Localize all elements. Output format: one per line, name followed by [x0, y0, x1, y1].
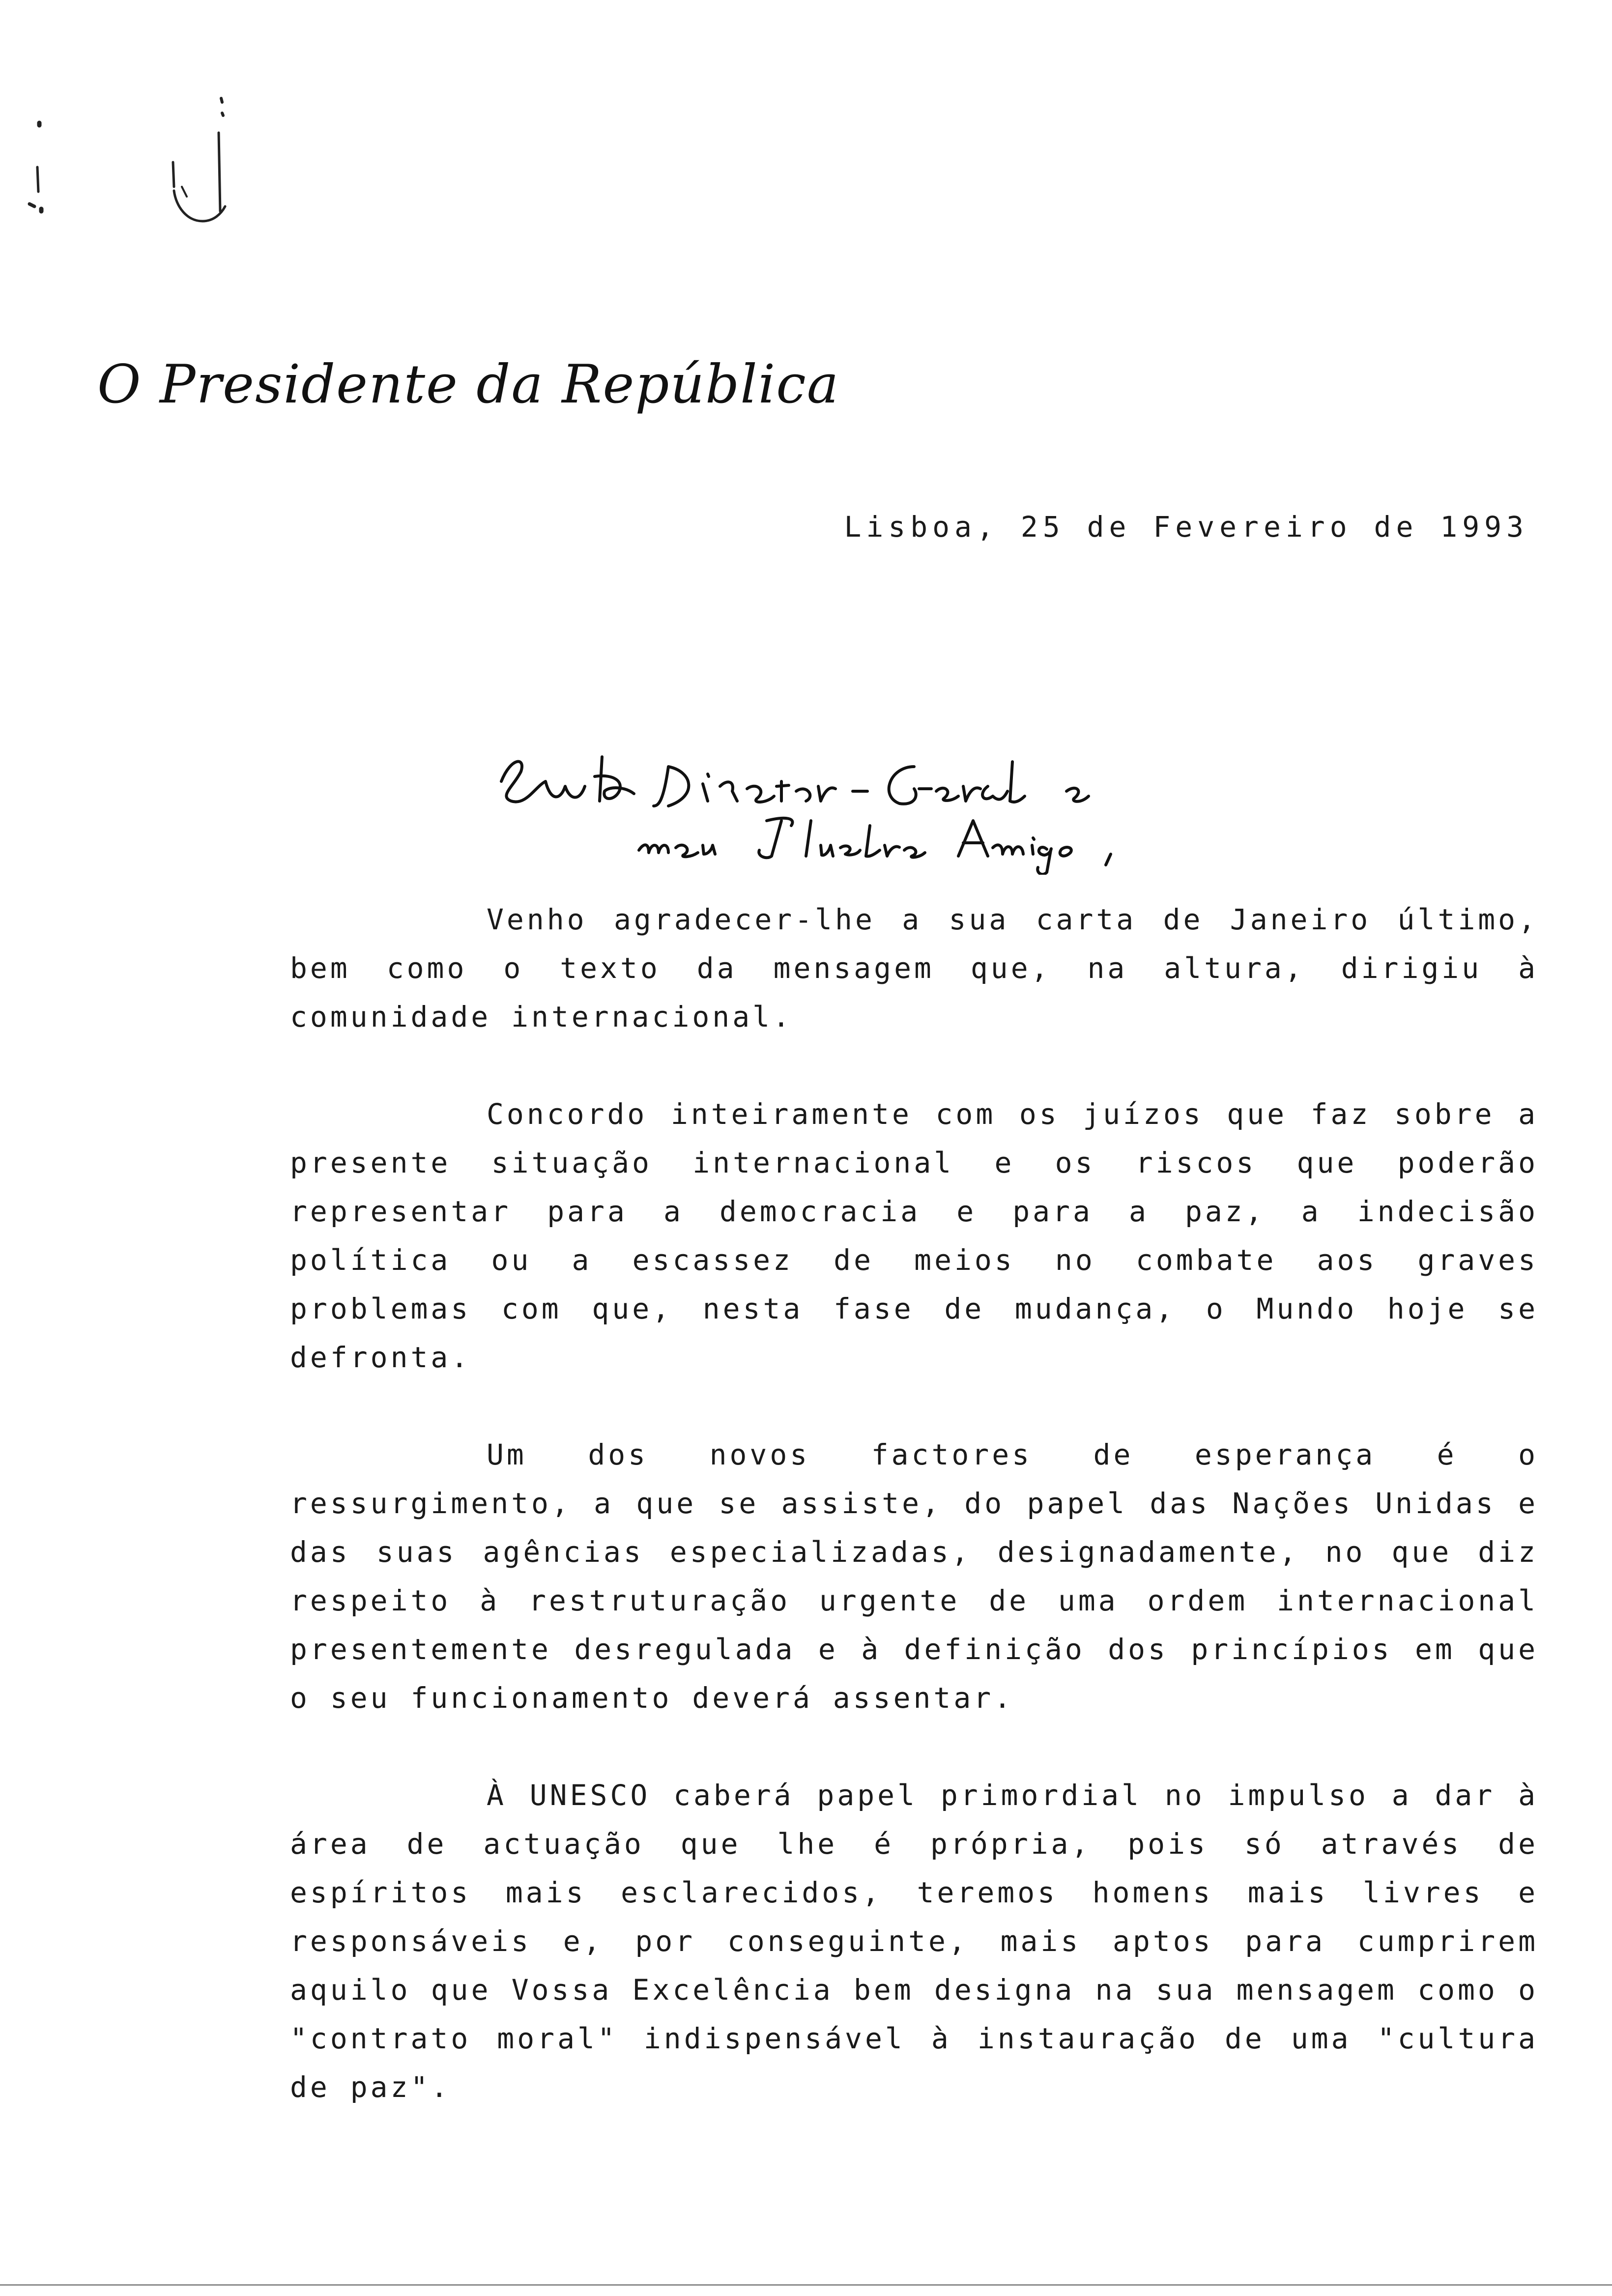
date-line: Lisboa, 25 de Fevereiro de 1993	[844, 510, 1528, 544]
letterhead-title: O Presidente da República	[97, 354, 840, 415]
handwritten-salutation	[491, 727, 1278, 875]
page-bottom-rule	[0, 2284, 1612, 2286]
body-paragraph: Um dos novos factores de esperança é o ressurgimento, a que se assiste, do papel das Nações Unidas e das suas agências especializadas, designadamente, no que diz respeito à restruturação urgente de uma ordem internacional presentemente desregulada e à definição dos princípios em que o seu funcionamento deverá assentar.	[290, 1438, 1538, 1715]
letter-body	[290, 895, 1538, 2112]
corner-pencil-marks	[20, 64, 236, 241]
body-paragraph: À UNESCO caberá papel primordial no impulso a dar à área de actuação que lhe é própria, pois só através de espíritos mais esclarecidos, teremos homens mais livres e responsáveis e, por conseguinte, mais aptos para cumprirem aquilo que Vossa Excelência bem designa na sua mensagem como o "contrato moral" indispensável à instauração de uma "cultura de paz".	[290, 1779, 1538, 2104]
body-paragraph: Venho agradecer-lhe a sua carta de Janeiro último, bem como o texto da mensagem que, na altura, dirigiu à comunidade internacional.	[290, 903, 1538, 1033]
body-paragraph: Concordo inteiramente com os juízos que faz sobre a presente situação internacional e os riscos que poderão representar para a democracia e para a paz, a indecisão política ou a escassez de meios no combate aos graves problemas com que, nesta fase de mudança, o Mundo hoje se defronta.	[290, 1097, 1538, 1374]
